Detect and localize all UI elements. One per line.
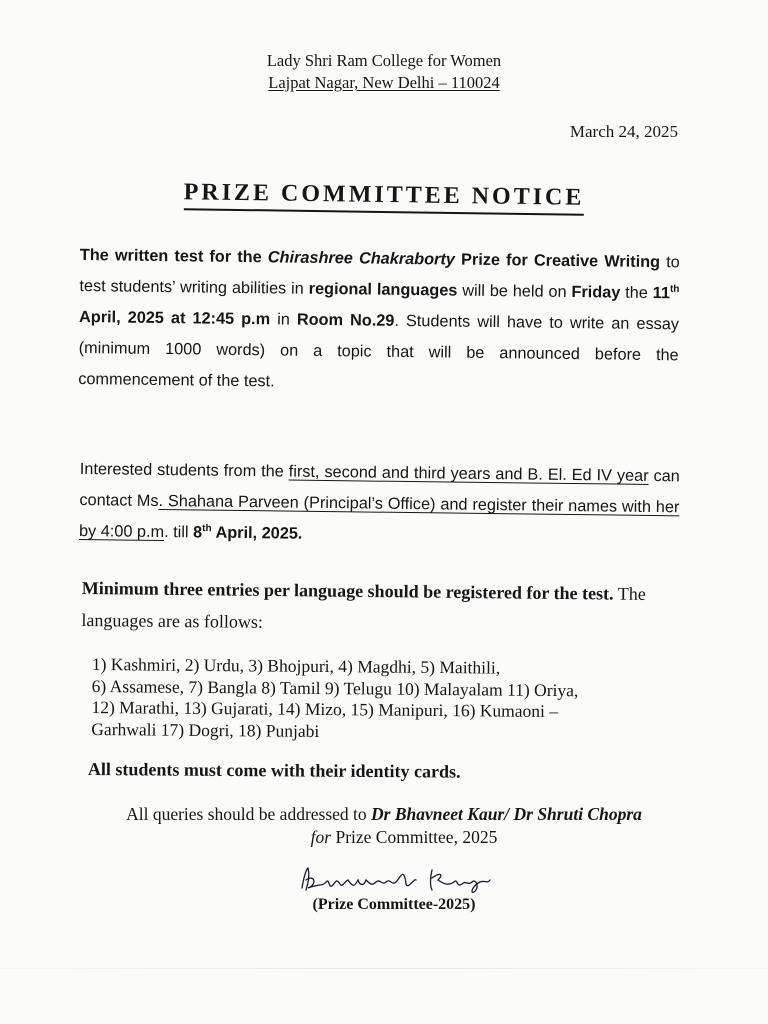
paper-fold <box>0 968 768 969</box>
test-date: 11th April, 2025 at 12:45 p.m <box>78 283 680 329</box>
register-paragraph: Interested students from the first, second and third years and B. El. Ed IV year can contact Ms. Shahana Parveen (Principal’s Office) and register their names with her by 4:00 p.m. till 8th April, 2025. <box>78 459 680 543</box>
identity-note: All students must come with their identity cards. <box>87 759 461 782</box>
entries-paragraph: Minimum three entries per language should be registered for the test. The languages are as follows: <box>81 577 646 632</box>
contact-person: . Shahana Parveen (Principal’s Office) and register their names with her by 4:00 p.m <box>78 491 680 542</box>
test-paragraph: The written test for the Chirashree Chakraborty Prize for Creative Writing to test students’ writing abilities in regional languages will be held on Friday the 11th April, 2025 at 12:45 p.m in Room No.29. Students will have to write an essay (minimum 1000 words) on a topic that will be announced before the commencement of the test. <box>78 245 680 391</box>
college-address: Lajpat Nagar, New Delhi – 110024 <box>268 73 500 92</box>
languages-line: 1) Kashmiri, 2) Urdu, 3) Bhojpuri, 4) Magdhi, 5) Maithili, <box>91 654 501 678</box>
languages-list <box>91 654 692 745</box>
signature-caption: (Prize Committee-2025) <box>312 896 476 913</box>
prize-name: Chirashree Chakraborty <box>267 248 456 269</box>
notice-title <box>0 177 768 219</box>
college-name: Lady Shri Ram College for Women <box>266 51 502 70</box>
notice-date: March 24, 2025 <box>569 122 678 141</box>
languages-line: Garhwali 17) Dogri, 18) Punjabi <box>91 718 320 741</box>
notice-title-text: PRIZE COMMITTEE NOTICE <box>183 179 584 216</box>
languages-line: 6) Assamese, 7) Bangla 8) Tamil 9) Telugu 10) Malayalam 11) Oriya, <box>91 675 579 700</box>
register-deadline: 8th April, 2025. <box>192 523 303 543</box>
college-header <box>0 50 768 94</box>
signature-image <box>296 862 496 896</box>
test-room: Room No.29 <box>296 310 395 330</box>
eligible-years: first, second and third years and B. El. Ed IV year <box>288 462 649 485</box>
query-contacts: Dr Bhavneet Kaur/ Dr Shruti Chopra <box>371 804 642 824</box>
languages-line: 12) Marathi, 13) Gujarati, 14) Mizo, 15) Manipuri, 16) Kumaoni – <box>91 696 559 722</box>
queries-note: All queries should be addressed to Dr Bhavneet Kaur/ Dr Shruti Chopra for Prize Committee, 2025 <box>126 804 642 847</box>
test-day: Friday <box>571 283 621 302</box>
